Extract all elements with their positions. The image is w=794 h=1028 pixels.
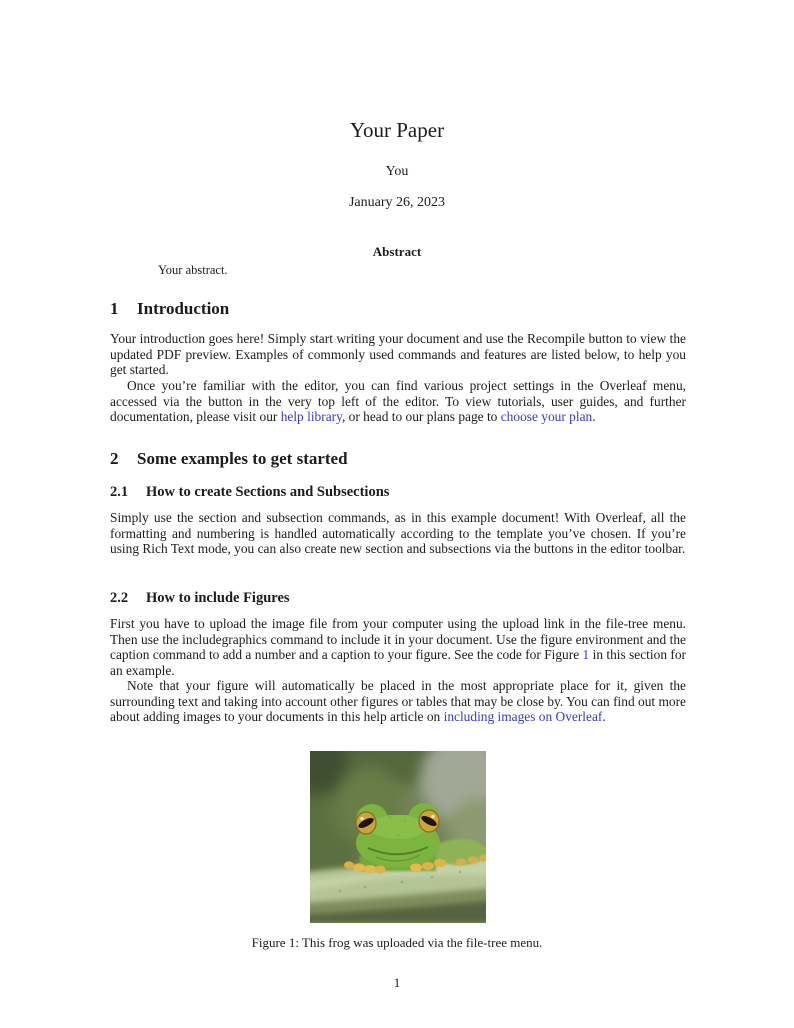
paper-author: You	[385, 164, 409, 179]
frog-image	[310, 751, 486, 923]
section-2-heading	[110, 449, 686, 469]
figures-paragraph-2-text-a: Note that your figure will automatically be placed in the most appropriate place for it, given the surrounding text and taking into account other figures or tables that may be close by. You can find out more about adding images to your documents in this help article on	[110, 678, 686, 725]
subsection-2-2-heading	[110, 590, 686, 607]
section-1-title: Introduction	[137, 299, 230, 318]
section-2-title: Some examples to get started	[137, 449, 348, 468]
intro-paragraph-2	[110, 378, 686, 425]
including-images-on-overleaf-link[interactable]: including images on Overleaf	[443, 709, 603, 725]
figure-caption: Figure 1: This frog was uploaded via the file-tree menu.	[251, 935, 543, 950]
figures-paragraph-1-text-a: First you have to upload the image file from your computer using the upload link in the file-tree menu. Then use the includegraphics command to include it in your document. Use the figure environment and the caption command to add a number and a caption to your figure. See the code for Figure	[110, 616, 686, 663]
intro-paragraph-1-text: Your introduction goes here! Simply start writing your document and use the Recompile button to view the updated PDF preview. Examples of commonly used commands and features are listed below, to help you get started.	[110, 331, 686, 378]
subsection-2-1-heading	[110, 484, 686, 501]
figures-paragraph-1-text-b: in this section for an example.	[110, 647, 686, 679]
figures-paragraph-2	[110, 678, 686, 725]
help-library-link[interactable]: help library	[280, 409, 342, 425]
section-1-heading	[110, 299, 686, 319]
page-number: 1	[393, 975, 401, 990]
subsection-2-1-title: How to create Sections and Subsections	[146, 484, 390, 500]
sections-paragraph-text: Simply use the section and subsection commands, as in this example document! With Overleaf, all the formatting and numbering is handled automatically according to the template you’ve chosen. If you’re using Rich Text mode, you can also create new section and subsections via the buttons in the editor toolbar.	[110, 510, 686, 557]
figures-paragraph-2-text-b: .	[602, 709, 606, 725]
abstract-heading: Abstract	[372, 244, 422, 259]
sections-paragraph	[110, 510, 686, 557]
abstract-text: Your abstract.	[158, 263, 228, 277]
figure-1	[310, 751, 486, 923]
intro-paragraph-1	[110, 331, 686, 378]
intro-paragraph-2-text-a: Once you’re familiar with the editor, you can find various project settings in the Overleaf menu, accessed via the button in the very top left of the editor. To view tutorials, user guides, and further documentation, please visit our	[110, 378, 686, 425]
section-1-number: 1	[110, 299, 119, 318]
intro-paragraph-2-text-b: , or head to our plans page to	[341, 409, 501, 425]
intro-paragraph-2-text-c: .	[592, 409, 596, 425]
subsection-2-2-number: 2.2	[110, 590, 129, 606]
figure-1-link[interactable]: 1	[582, 647, 590, 663]
paper-title: Your Paper	[349, 118, 445, 142]
paper-date: January 26, 2023	[348, 195, 446, 210]
figures-paragraph-1	[110, 616, 686, 679]
subsection-2-1-number: 2.1	[110, 484, 129, 500]
choose-your-plan-link[interactable]: choose your plan	[500, 409, 593, 425]
subsection-2-2-title: How to include Figures	[146, 590, 290, 606]
section-2-number: 2	[110, 449, 119, 468]
